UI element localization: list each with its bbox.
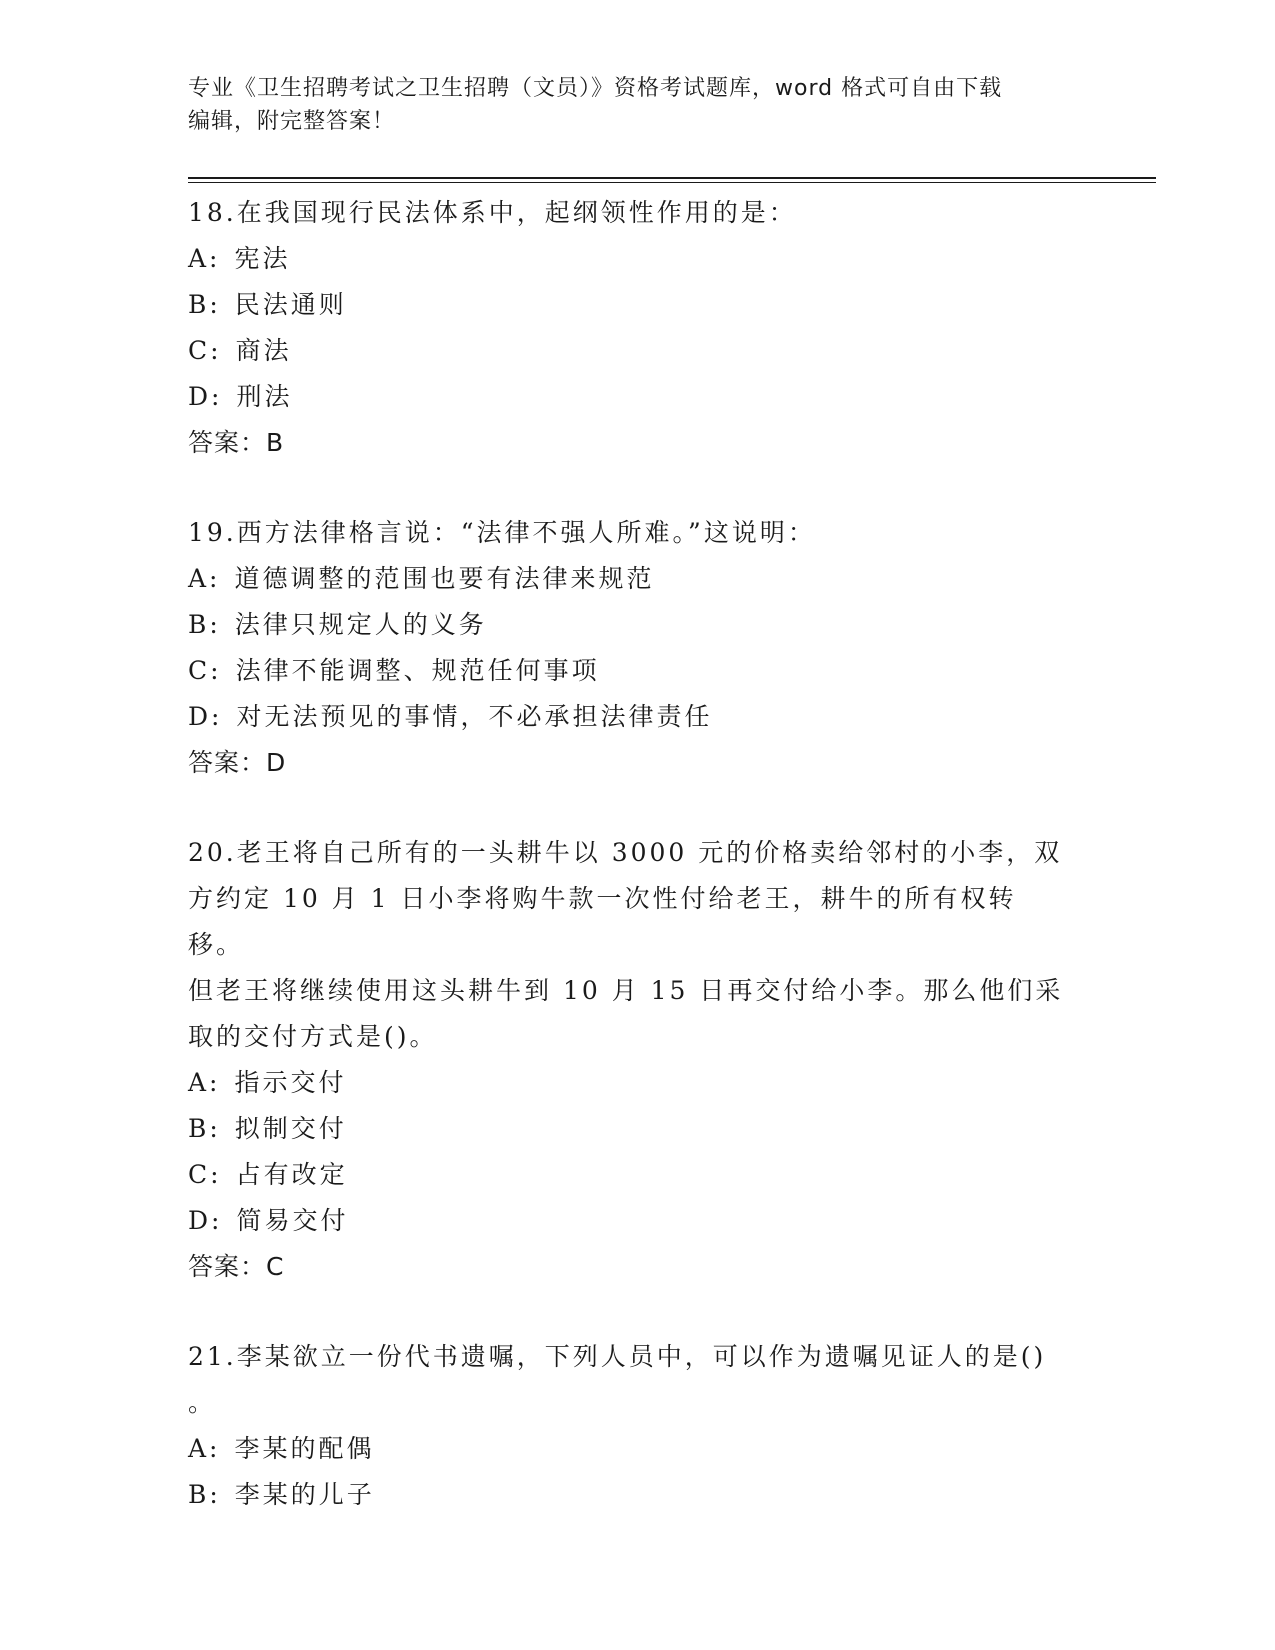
option-d [188,374,1068,420]
question-20 [188,830,1068,1290]
option-text: 法律不能调整、规范任何事项 [235,656,600,685]
option-a [188,556,1068,602]
option-b [188,1106,1068,1152]
option-text: 民法通则 [234,290,347,319]
question-18 [188,190,1068,466]
option-a [188,1426,1068,1472]
question-stem: 19.西方法律格言说：“法律不强人所难。”这说明： [188,518,816,547]
answer-line: 答案：B [188,428,285,457]
option-text: 对无法预见的事情，不必承担法律责任 [236,702,713,731]
question-stem: 但老王将继续使用这头耕牛到 10 月 15 日再交付给小李。那么他们采 [188,976,1064,1005]
option-letter: A: [188,1068,221,1097]
option-text: 李某的儿子 [234,1480,375,1509]
option-b [188,282,1068,328]
option-d [188,1198,1068,1244]
answer-line: 答案：C [188,1252,285,1281]
option-letter: D: [188,1206,223,1235]
option-text: 法律只规定人的义务 [234,610,487,639]
option-c [188,648,1068,694]
option-text: 拟制交付 [234,1114,347,1143]
option-text: 李某的配偶 [234,1434,375,1463]
option-text: 刑法 [236,382,293,411]
header-line-1: 专业《卫生招聘考试之卫生招聘（文员）》资格考试题库，word 格式可自由下载 [188,76,1003,101]
option-letter: B: [188,1480,221,1509]
question-stem: 18.在我国现行民法体系中，起纲领性作用的是： [188,198,797,227]
question-stem: 取的交付方式是()。 [188,1022,438,1051]
option-c [188,328,1068,374]
document-header [188,72,1068,138]
option-a [188,236,1068,282]
header-line-2: 编辑，附完整答案！ [188,109,396,134]
option-letter: C: [188,656,222,685]
option-letter: B: [188,290,221,319]
question-stem: 21.李某欲立一份代书遗嘱，下列人员中，可以作为遗嘱见证人的是() [188,1342,1047,1371]
option-text: 宪法 [234,244,291,273]
option-text: 商法 [235,336,292,365]
option-text: 指示交付 [234,1068,347,1097]
question-19 [188,510,1068,786]
option-b [188,602,1068,648]
option-letter: A: [188,1434,221,1463]
question-stem: 方约定 10 月 1 日小李将购牛款一次性付给老王，耕牛的所有权转移。 [188,884,1017,959]
option-letter: D: [188,702,223,731]
question-21 [188,1334,1068,1518]
option-letter: B: [188,610,221,639]
header-divider-thick [188,177,1156,179]
option-text: 占有改定 [235,1160,348,1189]
option-text: 道德调整的范围也要有法律来规范 [234,564,655,593]
option-letter: A: [188,244,221,273]
option-letter: A: [188,564,221,593]
option-letter: C: [188,336,222,365]
question-stem: 。 [188,1388,217,1417]
option-b [188,1472,1068,1518]
option-a [188,1060,1068,1106]
option-letter: C: [188,1160,222,1189]
question-stem: 20.老王将自己所有的一头耕牛以 3000 元的价格卖给邻村的小李，双 [188,838,1063,867]
header-divider-thin [188,182,1156,183]
option-c [188,1152,1068,1198]
question-list [188,190,1068,1562]
answer-line: 答案：D [188,748,287,777]
option-text: 简易交付 [236,1206,349,1235]
option-letter: B: [188,1114,221,1143]
option-letter: D: [188,382,223,411]
option-d [188,694,1068,740]
